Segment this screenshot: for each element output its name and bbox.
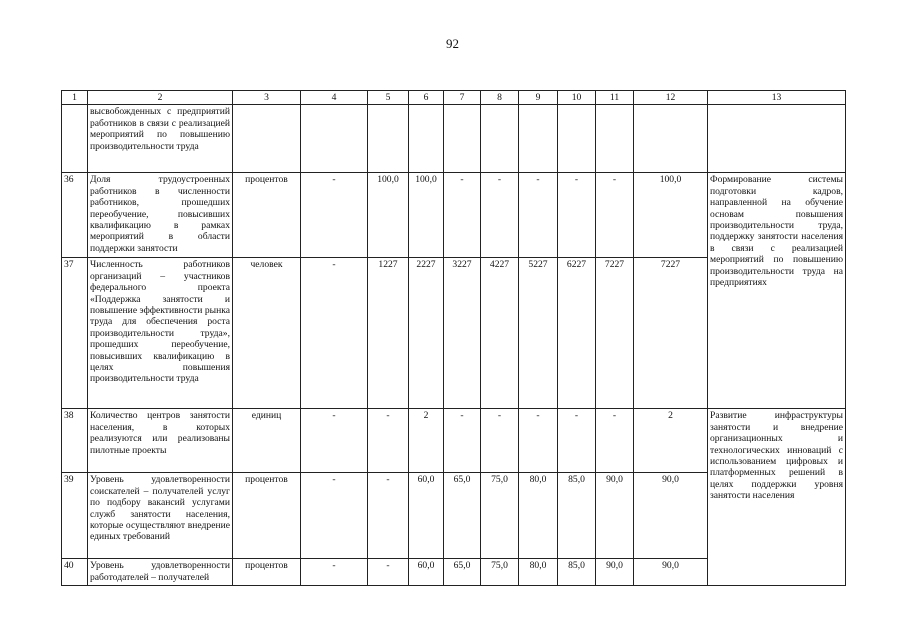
value-cell: 5227 (519, 258, 558, 409)
note-cell: Формирование системы подготовки кадров, направленной на обучение основам повышения производительности труда, поддержку занятости населения в связи с реализацией мероприятий по повышению производительности труда на предприятиях (708, 173, 846, 409)
header-row (62, 91, 846, 105)
value-cell: 80,0 (519, 473, 558, 559)
header-cell: 6 (409, 91, 444, 105)
header-cell: 2 (88, 91, 233, 105)
value-cell: 90,0 (634, 473, 708, 559)
value-cell: 6227 (558, 258, 596, 409)
table-row (62, 173, 846, 258)
value-cell: - (368, 409, 409, 473)
value-cell: - (481, 409, 519, 473)
header-cell: 11 (596, 91, 634, 105)
unit: единиц (233, 409, 301, 473)
header-cell: 12 (634, 91, 708, 105)
value-cell: 85,0 (558, 473, 596, 559)
value-cell: 100,0 (634, 173, 708, 258)
header-cell: 8 (481, 91, 519, 105)
value-cell: - (368, 559, 409, 586)
value-cell: - (596, 173, 634, 258)
value-cell: 65,0 (444, 559, 481, 586)
value-cell: 90,0 (634, 559, 708, 586)
value-cell: 90,0 (596, 559, 634, 586)
value-cell: 100,0 (368, 173, 409, 258)
value-cell: 100,0 (409, 173, 444, 258)
indicators-table (61, 90, 846, 586)
header-cell: 9 (519, 91, 558, 105)
table-row (62, 105, 846, 173)
base-value: - (301, 473, 368, 559)
value-cell: 75,0 (481, 559, 519, 586)
header-cell: 5 (368, 91, 409, 105)
header-cell: 10 (558, 91, 596, 105)
value-cell: 7227 (596, 258, 634, 409)
value-cell: 4227 (481, 258, 519, 409)
base-value: - (301, 173, 368, 258)
header-cell: 4 (301, 91, 368, 105)
row-number: 36 (62, 173, 88, 258)
base-value: - (301, 258, 368, 409)
value-cell: 65,0 (444, 473, 481, 559)
unit: процентов (233, 173, 301, 258)
value-cell: - (519, 173, 558, 258)
value-cell: - (481, 173, 519, 258)
value-cell: 75,0 (481, 473, 519, 559)
row-number: 37 (62, 258, 88, 409)
row-number: 38 (62, 409, 88, 473)
value-cell: - (596, 409, 634, 473)
indicator-name: Доля трудоустроенных работников в численности работников, прошедших переобучение, повысивших квалификацию в рамках мероприятий в области поддержки занятости (88, 173, 233, 258)
value-cell: 60,0 (409, 473, 444, 559)
value-cell: - (444, 409, 481, 473)
value-cell: - (444, 173, 481, 258)
value-cell: 2 (634, 409, 708, 473)
page-number: 92 (446, 36, 459, 51)
value-cell: - (519, 409, 558, 473)
base-value: - (301, 559, 368, 586)
value-cell: 60,0 (409, 559, 444, 586)
value-cell: 7227 (634, 258, 708, 409)
value-cell: 1227 (368, 258, 409, 409)
indicator-name: высвобожденных с предприятий работников в связи с реализацией мероприятий по повышению производительности труда (88, 105, 233, 173)
base-value: - (301, 409, 368, 473)
value-cell: 2 (409, 409, 444, 473)
header-cell: 1 (62, 91, 88, 105)
header-cell: 13 (708, 91, 846, 105)
unit: человек (233, 258, 301, 409)
value-cell: - (368, 473, 409, 559)
value-cell: 85,0 (558, 559, 596, 586)
value-cell: 3227 (444, 258, 481, 409)
indicator-name: Количество центров занятости населения, в которых реализуются или реализованы пилотные проекты (88, 409, 233, 473)
row-number: 39 (62, 473, 88, 559)
header-cell: 3 (233, 91, 301, 105)
indicator-name: Уровень удовлетворенности работодателей – получателей (88, 559, 233, 586)
value-cell: - (558, 173, 596, 258)
row-number: 40 (62, 559, 88, 586)
unit: процентов (233, 473, 301, 559)
indicator-name: Уровень удовлетворенности соискателей – получателей услуг по подбору вакансий услугами служб занятости населения, которые осуществляют внедрение единых требований (88, 473, 233, 559)
header-cell: 7 (444, 91, 481, 105)
value-cell: 80,0 (519, 559, 558, 586)
value-cell: 90,0 (596, 473, 634, 559)
value-cell: - (558, 409, 596, 473)
value-cell: 2227 (409, 258, 444, 409)
table-row (62, 409, 846, 473)
unit: процентов (233, 559, 301, 586)
note-cell: Развитие инфраструктуры занятости и внедрение организационных и технологических инноваций с использованием цифровых и платформенных решений в целях поддержки уровня занятости населения (708, 409, 846, 586)
indicator-name: Численность работников организаций – участников федерального проекта «Поддержка занятости и повышение эффективности рынка труда для обеспечения роста производительности труда», прошедших переобучение, повысивших квалификацию в целях повышения производительности труда (88, 258, 233, 409)
